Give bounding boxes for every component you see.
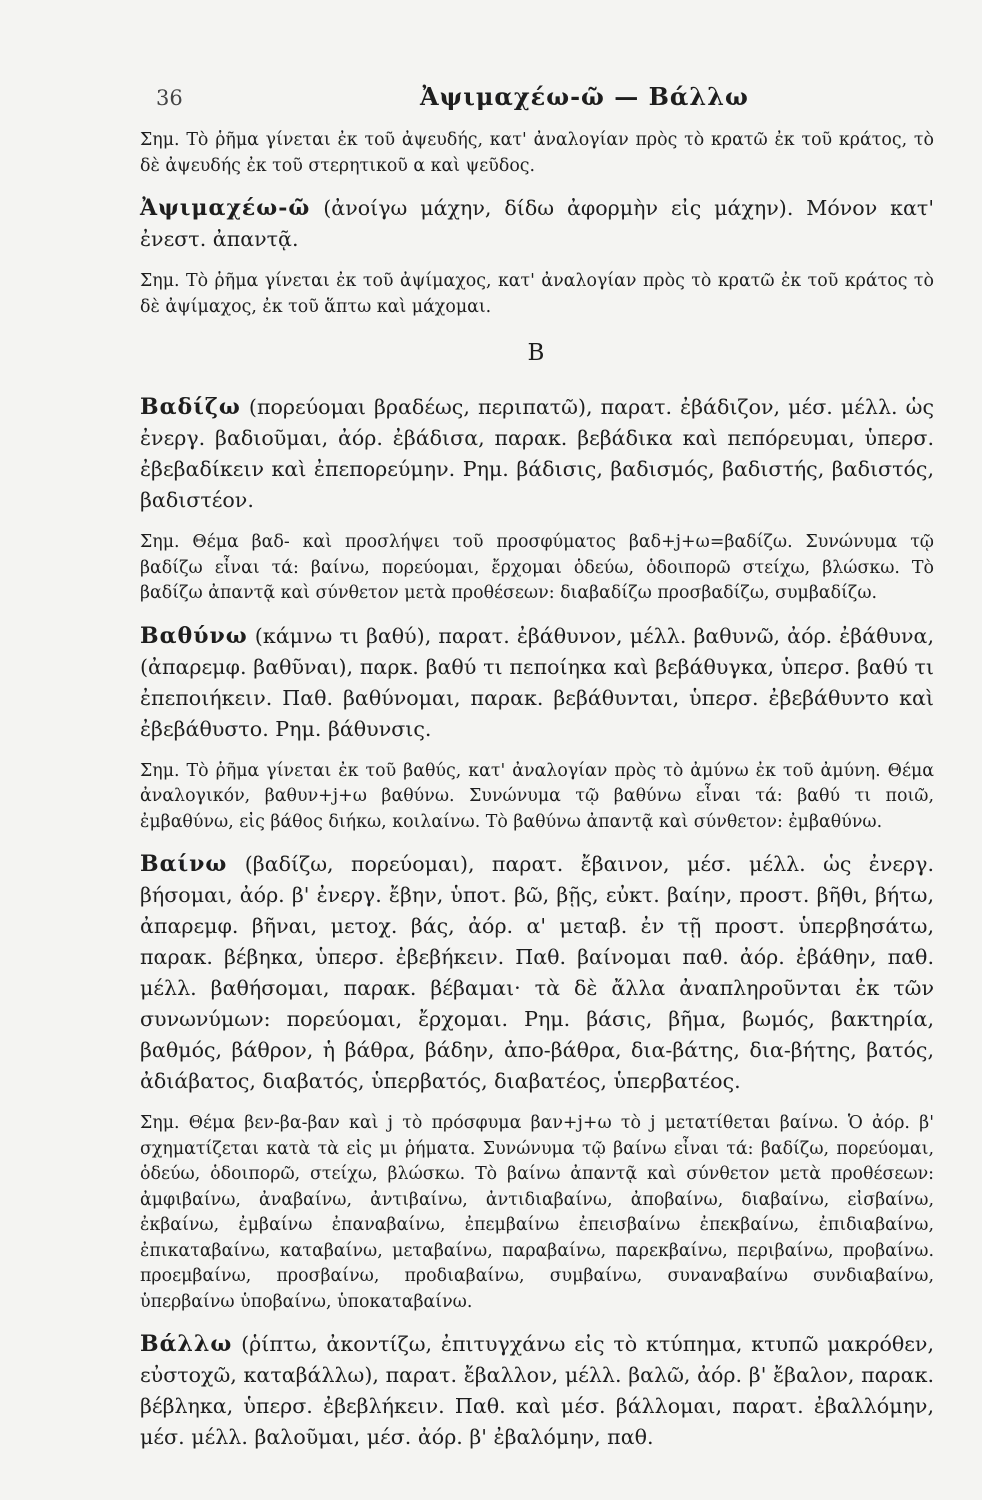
page-header [140,78,934,112]
note-paragraph: Σημ. Θέμα βαδ- καὶ προσλήψει τοῦ προσφύματος βαδ+j+ω=βαδίζω. Συνώνυμα τῷ βαδίζω εἶναι τά: βαίνω, πορεύομαι, ἔρχομαι ὁδεύω, ὁδοιπορῶ στείχω, βλώσκω. Τὸ βαδίζω ἀπαντᾷ καὶ σύνθετον μετὰ προθέσεων: διαβαδίζω προσβαδίζω, συμβαδίζω. [140,532,934,603]
entry-headword: Ἀψιμαχέω-ῶ [140,195,311,221]
entry-text: (κάμνω τι βαθύ), παρατ. ἐβάθυνον, μέλλ. βαθυνῶ, ἀόρ. ἐβάθυνα, (ἀπαρεμφ. βαθῦναι), παρκ. βαθύ τι πεποίηκα καὶ βεβάθυγκα, ὑπερσ. βαθύ τι ἐπεποιήκειν. Παθ. βαθύνομαι, παρακ. βεβάθυνται, ὑπερσ. ἐβεβάθυντο καὶ ἐβεβάθυστο. Ρημ. βάθυνσις. [140,623,934,741]
note-paragraph: Σημ. Τὸ ῥῆμα γίνεται ἐκ τοῦ βαθύς, κατ' ἀναλογίαν πρὸς τὸ ἀμύνω ἐκ τοῦ ἀμύνη. Θέμα ἀναλογικόν, βαθυν+j+ω βαθύνω. Συνώνυμα τῷ βαθύνω εἶναι τά: βαθύ τι ποιῶ, ἐμβαθύνω, εἰς βάθος διήκω, κοιλαίνω. Τὸ βαθύνω ἀπαντᾷ καὶ σύνθετον: ἐμβαθύνω. [140,760,934,832]
dictionary-entry [140,1329,934,1453]
note-paragraph: Σημ. Θέμα βεν-βα-βαν καὶ j τὸ πρόσφυμα βαν+j+ω τὸ j μετατίθεται βαίνω. Ὁ ἀόρ. β' σχηματίζεται κατὰ τὰ εἰς μι ῥήματα. Συνώνυμα τῷ βαίνω εἶναι τά: βαδίζω, πορεύομαι, ὁδεύω, ὁδοιπορῶ, στείχω, βλώσκω. Τὸ βαίνω ἀπαντᾷ καὶ σύνθετον μετὰ προθέσεων: ἀμφιβαίνω, ἀναβαίνω, ἀντιβαίνω, ἀντιδιαβαίνω, ἀποβαίνω, διαβαίνω, εἰσβαίνω, ἐκβαίνω, ἐμβαίνω ἐπαναβαίνω, ἐπεμβαίνω ἐπεισβαίνω ἐπεκβαίνω, ἐπιδιαβαίνω, ἐπικαταβαίνω, καταβαίνω, μεταβαίνω, παραβαίνω, παρεκβαίνω, περιβαίνω, προβαίνω. προεμβαίνω, προσβαίνω, προδιαβαίνω, συμβαίνω, συναναβαίνω συνδιαβαίνω, ὑπερβαίνω ὑποβαίνω, ὑποκαταβαίνω. [140,1113,934,1312]
entry-headword: Βάλλω [140,1331,233,1357]
page-body [140,128,934,1467]
entry-headword: Βαίνω [140,851,228,877]
entry-text: (βαδίζω, πορεύομαι), παρατ. ἔβαινον, μέσ. μέλλ. ὡς ἐνεργ. βήσομαι, ἀόρ. β' ἐνεργ. ἔβην, ὑποτ. βῶ, βῇς, εὐκτ. βαίην, προστ. βῆθι, βήτω, ἀπαρεμφ. βῆναι, μετοχ. βάς, ἀόρ. α' μεταβ. ἐν τῇ προστ. ὑπερβησάτω, παρακ. βέβηκα, ὑπερσ. ἐβεβήκειν. Παθ. βαίνομαι παθ. ἀόρ. ἐβάθην, παθ. μέλλ. βαθήσομαι, παρακ. βέβαμαι· τὰ δὲ ἄλλα ἀναπληροῦνται ἐκ τῶν συνωνύμων: πορεύομαι, ἔρχομαι. Ρημ. βάσις, βῆμα, βωμός, βακτηρία, βαθμός, βάθρον, ἡ βάθρα, βάδην, ἀπο-βάθρα, δια-βάτης, δια-βήτης, βατός, ἀδιάβατος, διαβατός, ὑπερβατός, διαβατέος, ὑπερβατέος. [140,852,934,1093]
page-number: 36 [156,86,183,110]
entry-headword: Βαδίζω [140,394,241,420]
section-letter: Β [527,340,547,366]
note-paragraph: Σημ. Τὸ ῥῆμα γίνεται ἐκ τοῦ ἀψίμαχος, κατ' ἀναλογίαν πρὸς τὸ κρατῶ ἐκ τοῦ κράτος τὸ δὲ ἀψίμαχος, ἐκ τοῦ ἅπτω καὶ μάχομαι. [140,271,934,317]
entry-text: (ἀνοίγω μάχην, δίδω ἀφορμὴν εἰς μάχην). Μόνον κατ' ἐνεστ. ἀπαντᾷ. [140,196,934,251]
dictionary-entry [140,621,934,745]
entry-text: (ῥίπτω, ἀκοντίζω, ἐπιτυγχάνω εἰς τὸ κτύπημα, κτυπῶ μακρόθεν, εὐστοχῶ, καταβάλλω), παρατ. ἔβαλλον, μέλλ. βαλῶ, ἀόρ. β' ἔβαλον, παρακ. βέβληκα, ὑπερσ. ἐβεβλήκειν. Παθ. καὶ μέσ. βάλλομαι, παρατ. ἐβαλλόμην, μέσ. μέλλ. βαλοῦμαι, μέσ. ἀόρ. β' ἐβαλόμην, παθ. [140,1332,934,1449]
dictionary-entry [140,193,934,255]
note-paragraph: Σημ. Τὸ ῥῆμα γίνεται ἐκ τοῦ ἀψευδής, κατ' ἀναλογίαν πρὸς τὸ κρατῶ ἐκ τοῦ κράτος, τὸ δὲ ἀψευδής ἐκ τοῦ στερητικοῦ α καὶ ψεῦδος. [140,130,934,176]
dictionary-entry [140,849,934,1097]
dictionary-entry [140,392,934,516]
running-head: Ἀψιμαχέω-ῶ — Βάλλω [420,82,749,111]
entry-headword: Βαθύνω [140,622,248,649]
entry-text: (πορεύομαι βραδέως, περιπατῶ), παρατ. ἐβάδιζον, μέσ. μέλλ. ὡς ἐνεργ. βαδιοῦμαι, ἀόρ. ἐβάδισα, παρακ. βεβάδικα καὶ πεπόρευμαι, ὑπερσ. ἐβεβαδίκειν καὶ ἐπεπορεύμην. Ρημ. βάδισις, βαδισμός, βαδιστής, βαδιστός, βαδιστέον. [140,395,934,512]
